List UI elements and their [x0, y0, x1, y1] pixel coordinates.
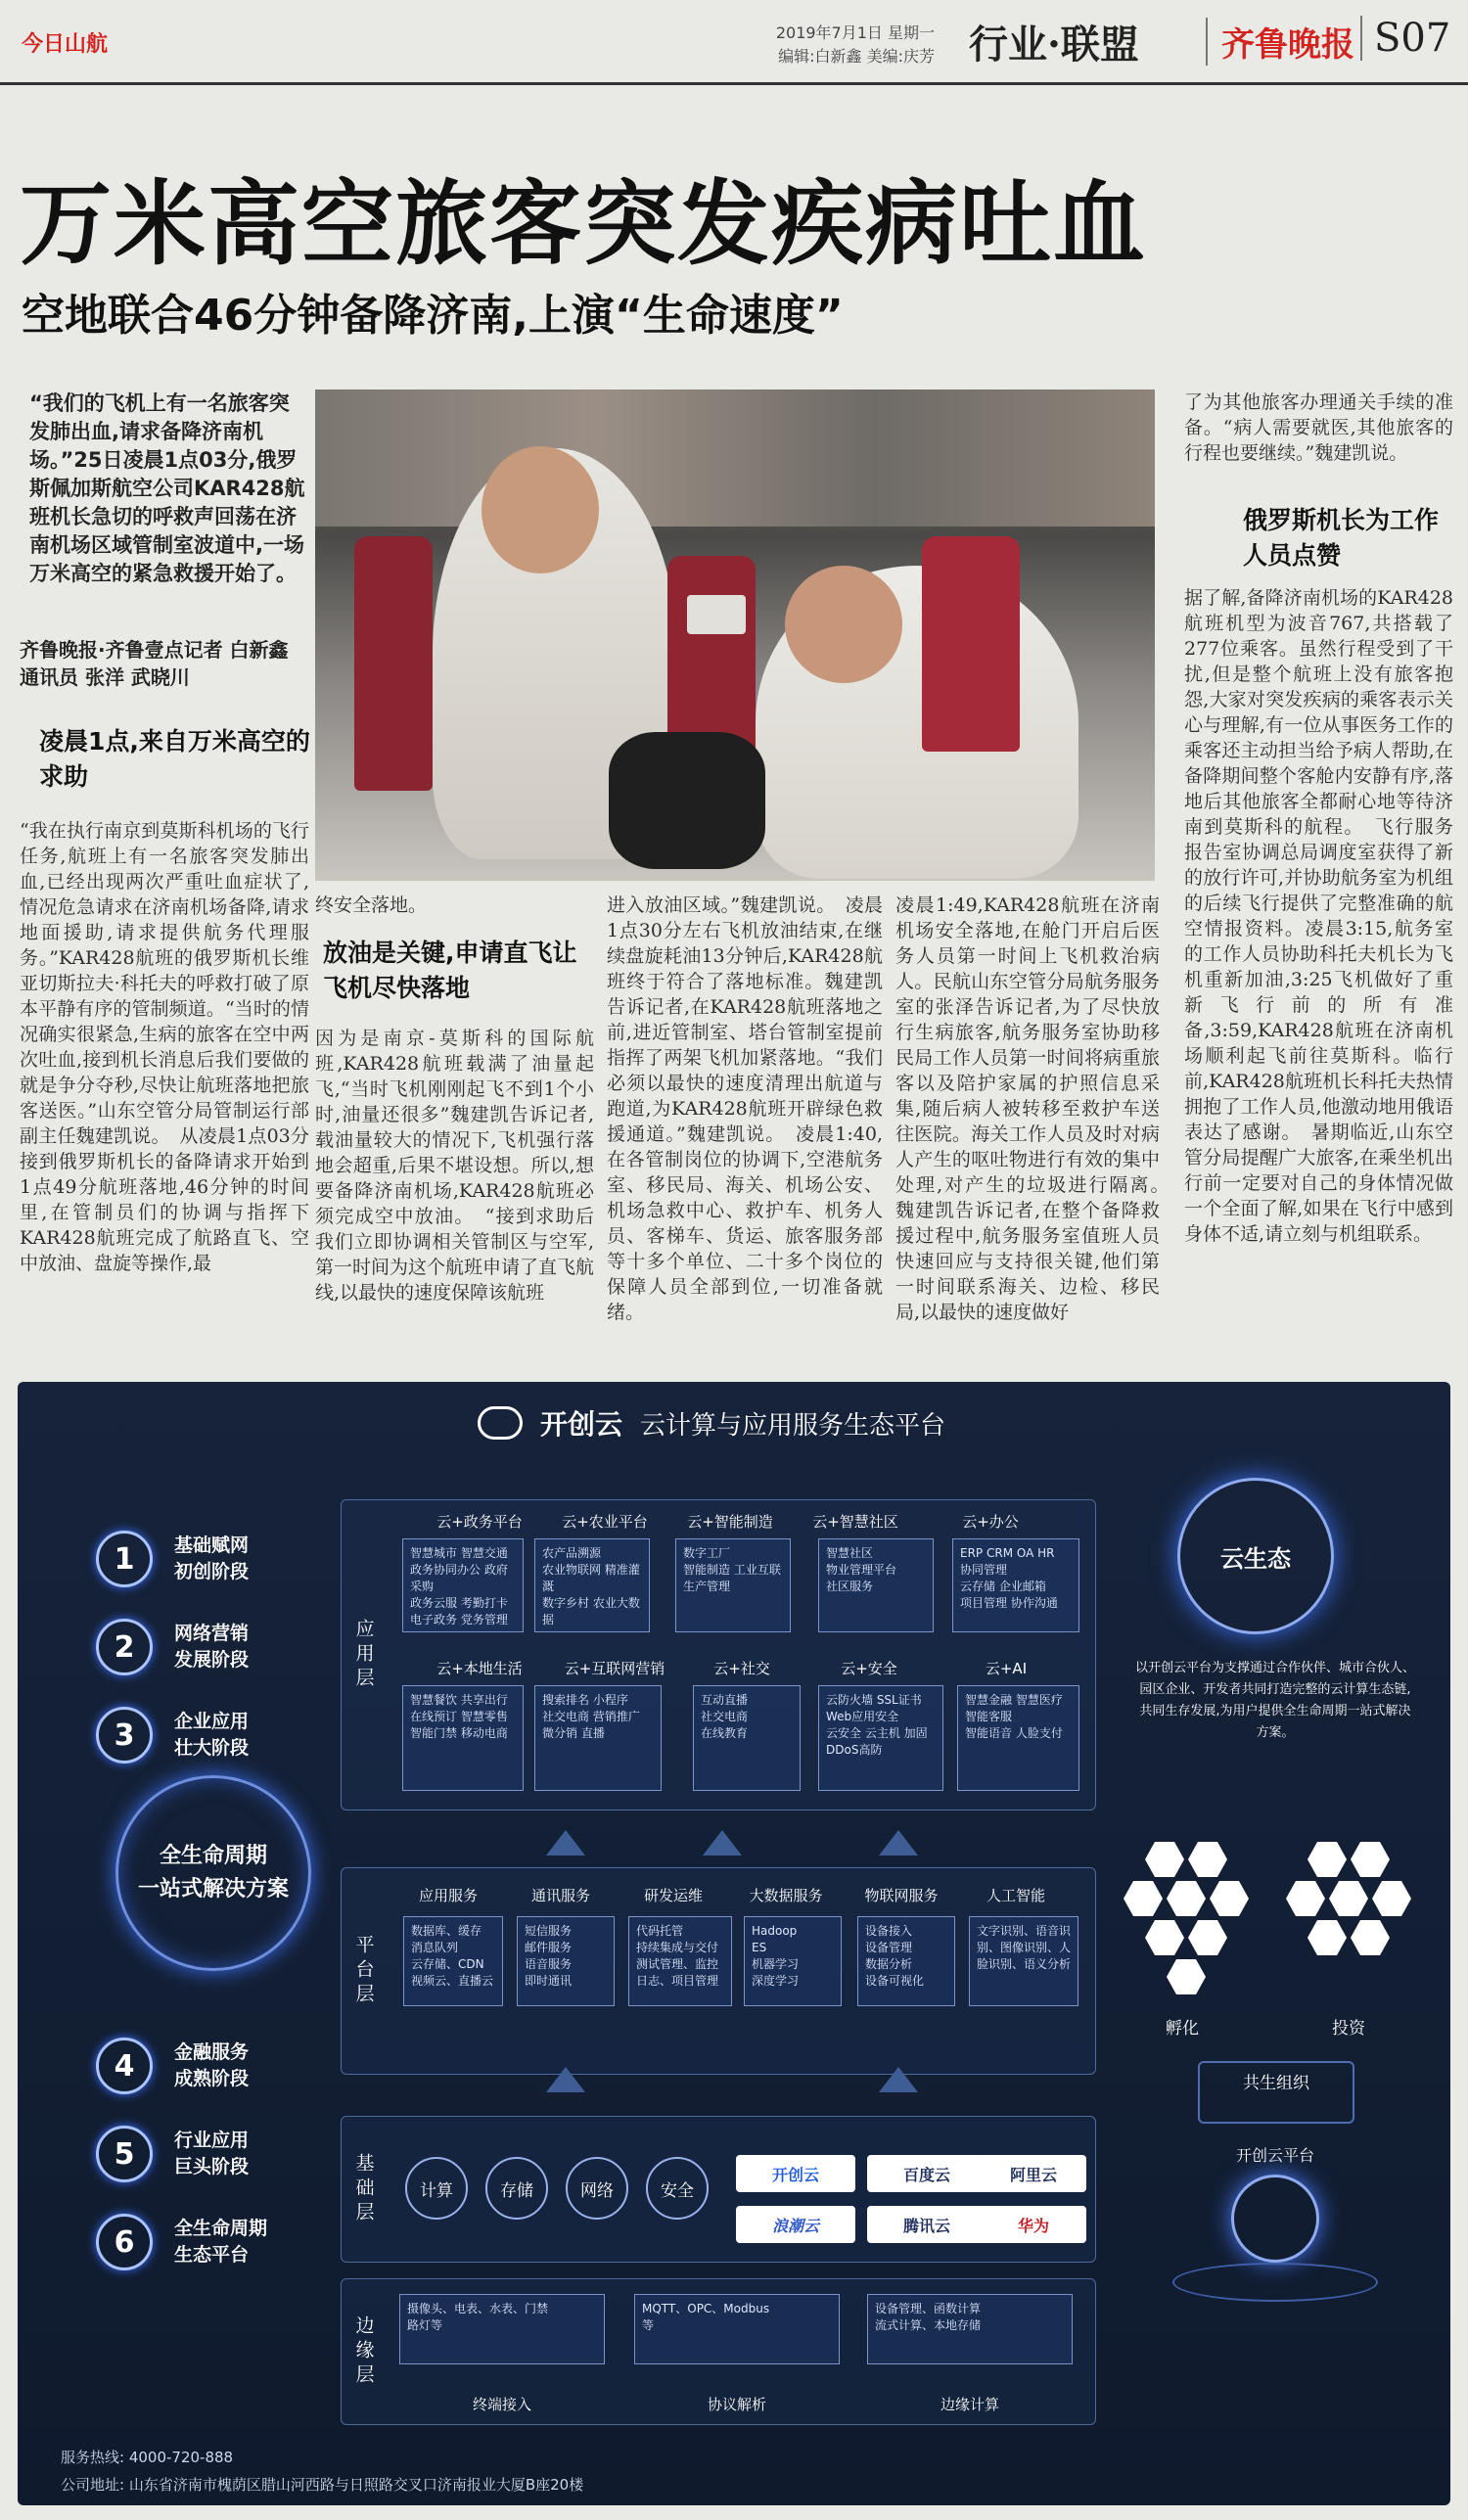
partner-hex-icon — [1124, 1879, 1163, 1918]
company-address: 公司地址: 山东省济南市槐荫区腊山河西路与日照路交叉口济南报业大厦B座20楼 — [61, 2476, 584, 2494]
crew-head-right — [785, 566, 902, 683]
ad-brand: 开创云 — [540, 1408, 623, 1441]
edge-category: 边缘计算 — [940, 2396, 999, 2413]
ecosystem-circle: 云生态 — [1177, 1478, 1334, 1634]
stage-subtitle: 初创阶段 — [174, 1561, 250, 1582]
article-byline: 齐鲁晚报·齐鲁壹点记者 白新鑫 通讯员 张洋 武晓川 — [20, 638, 289, 689]
app-category: 云+政务平台 — [436, 1513, 523, 1531]
newspaper-header — [0, 0, 1468, 78]
platform-box: 设备接入 设备管理 数据分析 设备可视化 — [857, 1916, 955, 2006]
article-title: 万米高空旅客突发疾病吐血 — [20, 171, 1148, 278]
stage-5 — [96, 2126, 249, 2182]
article-col-5: 据了解,备降济南机场的KAR428航班机型为波音767,共搭载了277位乘客。虽然行程受到了干扰,但是整个航班上没有旅客抱怨,大家对突发疾病的乘客表示关心与理解,有一位从事医务工作的乘客还主动担当给予病人帮助,在备降期间整个客舱内安静有序,落地后其他旅客全都耐心地等待济南到莫斯科的航程。 飞行服务报告室协调总局调度室获得了新的放行许可,并协助航务室为机组的后续飞行提供了完整准确的航空情报资料。凌晨3:15,航务室的工作人员协助科托夫机长为飞机重新加油,3:25飞机做好了重新飞行前的所有准备,3:59,KAR428航班在济南机场顺利起飞前往莫斯科。临行前,KAR428航班机长科托夫热情拥抱了工作人员,他激动地用俄语表达了感谢。 暑期临近,山东空管分局提醒广大旅客,在乘坐机出行前一定要对自己的身体情况做一个全面了解,如果在飞行中感到身体不适,请立刻与机组联系。 — [1184, 587, 1453, 1245]
stage-subtitle: 壮大阶段 — [174, 1737, 250, 1759]
platform-category: 通讯服务 — [530, 1887, 590, 1904]
article-col-3: 进入放油区域。”魏建凯说。 凌晨1点30分左右飞机放油结束,在继续盘旋耗油13分钟后,KAR428航班终于符合了落地标准。魏建凯告诉记者,在KAR428航班落地之前,进近管制室、塔台管制室提前指挥了两架飞机加紧落地。“我们必须以最快的速度清理出航道与跑道,为KAR428航班开辟绿色救援通道。”魏建凯说。 凌晨1:40,在各管制岗位的协调下,空港航务室、移民局、海关、机场公安、机场急救中心、救护车、机务人员、客梯车、货运、旅客服务部等十多个单位、二十多个岗位的保障人员全部到位,一切准备就绪。 — [607, 894, 883, 1323]
base-network: 网络 — [566, 2157, 628, 2220]
stage-number: 3 — [96, 1707, 153, 1764]
app-box: 云防火墙 SSL证书 Web应用安全 云安全 云主机 加固 DDoS高防 — [818, 1685, 943, 1791]
app-box: 互动直播 社交电商 在线教育 — [693, 1685, 801, 1791]
article-col-2: 因为是南京-莫斯科的国际航班,KAR428航班载满了油量起飞,“当时飞机刚刚起飞不到1个小时,油量还很多”魏建凯告诉记者,载油量较大的情况下,飞机强行落地会超重,后果不堪设想。所以,想要备降济南机场,KAR428航班必须完成空中放油。 “接到求助后我们立即协调相关管制区与空军,第一时间为这个航班申请了直飞航线,以最快的速度保障该航班 — [315, 1028, 595, 1304]
edge-box: MQTT、OPC、Modbus 等 — [634, 2294, 840, 2364]
lifecycle-line-1: 全生命周期 — [159, 1844, 267, 1868]
app-box: 智慧餐饮 共享出行 在线预订 智慧零售 智能门禁 移动电商 — [402, 1685, 524, 1791]
edge-category: 协议解析 — [707, 2396, 766, 2413]
partner-hex-icon — [1167, 1957, 1206, 1996]
partner-hex-icon — [1167, 1879, 1206, 1918]
partner-hex-icon — [1145, 1918, 1184, 1957]
partner-logo: 阿里云 — [981, 2155, 1086, 2192]
article-col-2a: 终安全落地。 — [315, 894, 428, 916]
platform-glow-icon — [1231, 2175, 1319, 2263]
lifecycle-line-2: 一站式解决方案 — [137, 1877, 289, 1901]
stage-title: 行业应用 — [174, 2130, 250, 2151]
partner-logo: 开创云 — [736, 2155, 855, 2192]
stage-number: 4 — [96, 2038, 153, 2094]
stage-title: 金融服务 — [174, 2041, 250, 2063]
subheading-2: 放油是关键,申请直飞让飞机尽快落地 — [323, 939, 577, 1002]
layer-label: 应用层 — [352, 1618, 375, 1692]
app-category: 云+AI — [985, 1660, 1028, 1677]
newspaper-logo: 齐鲁晚报 — [1206, 18, 1354, 66]
edge-category: 终端接入 — [472, 2396, 531, 2413]
investor-hex-icon — [1329, 1879, 1368, 1918]
page-number: S07 — [1360, 16, 1450, 61]
subheading-3: 俄罗斯机长为工作人员点赞 — [1243, 506, 1440, 570]
editors: 编辑:白新鑫 美编:庆芳 — [778, 47, 935, 66]
partner-logo: 腾讯云 — [867, 2206, 986, 2243]
stage-number: 2 — [96, 1619, 153, 1675]
kaichuang-cloud-ad — [18, 1382, 1450, 2505]
partner-logo: 百度云 — [867, 2155, 986, 2192]
article-col-4: 凌晨1:49,KAR428航班在济南机场安全落地,在舱门开启后医务人员第一时间上飞机救治病人。民航山东空管分局航务服务室的张泽告诉记者,为了尽快放行生病旅客,航务服务室协助移民局工作人员第一时间将病重旅客以及陪护家属的护照信息采集,随后病人被转移至救护车送往医院。海关工作人员及时对病人产生的呕吐物进行有效的集中处理,对产生的垃圾进行隔离。 魏建凯告诉记者,在整个备降救援过程中,航务服务室值班人员快速回应与支持很关键,他们第一时间联系海关、边检、移民局,以最快的速度做好 — [895, 894, 1179, 1323]
cabin-photo — [315, 389, 1155, 881]
passengers-background — [315, 389, 1155, 527]
ad-slogan: 云计算与应用服务生态平台 — [640, 1410, 946, 1441]
app-category: 云+智能制造 — [687, 1513, 773, 1531]
issue-date: 2019年7月1日 星期一 — [775, 23, 935, 42]
app-category: 云+互联网营销 — [564, 1660, 665, 1677]
article-subtitle: 空地联合46分钟备降济南,上演“生命速度” — [22, 291, 844, 341]
platform-category: 应用服务 — [418, 1887, 478, 1904]
lifecycle-circle — [115, 1775, 311, 1971]
platform-base-ring — [1172, 2263, 1378, 2302]
platform-category: 研发运维 — [643, 1887, 703, 1904]
app-box: 搜索排名 小程序 社交电商 营销推广 微分销 直播 — [534, 1685, 662, 1791]
stage-3 — [96, 1707, 249, 1764]
investor-hex-icon — [1372, 1879, 1411, 1918]
seat-2 — [922, 536, 1020, 752]
platform-box: 文字识别、语音识别、图像识别、人脸识别、语义分析 — [969, 1916, 1078, 2006]
layer-label: 边缘层 — [352, 2314, 375, 2389]
stage-subtitle: 生态平台 — [174, 2244, 250, 2266]
investor-hex-icon — [1351, 1840, 1390, 1879]
platform-category: 大数据服务 — [749, 1887, 823, 1904]
arrow-up-icon — [879, 2067, 918, 2092]
partner-hex-icon — [1188, 1918, 1227, 1957]
app-category: 云+智慧社区 — [812, 1513, 898, 1531]
stage-title: 企业应用 — [174, 1711, 250, 1732]
edge-box: 设备管理、函数计算 流式计算、本地存储 — [867, 2294, 1073, 2364]
stage-number: 6 — [96, 2214, 153, 2270]
app-category: 云+本地生活 — [436, 1660, 523, 1677]
platform-box: 数据库、缓存 消息队列 云存储、CDN 视频云、直播云 — [403, 1916, 503, 2006]
stage-1 — [96, 1531, 249, 1587]
invest-label: 投资 — [1332, 2019, 1365, 2039]
layer-label: 平台层 — [352, 1934, 375, 2008]
partner-hex-icon — [1188, 1840, 1227, 1879]
header-rule — [0, 82, 1468, 85]
subheading-1: 凌晨1点,来自万米高空的求助 — [39, 727, 310, 791]
app-box: ERP CRM OA HR 协同管理 云存储 企业邮箱 项目管理 协作沟通 — [952, 1538, 1079, 1632]
service-hotline: 服务热线: 4000-720-888 — [61, 2449, 234, 2466]
platform-category: 人工智能 — [986, 1887, 1045, 1904]
stage-subtitle: 成熟阶段 — [174, 2068, 250, 2089]
stage-6 — [96, 2214, 267, 2270]
stage-title: 网络营销 — [174, 1623, 250, 1644]
platform-box: Hadoop ES 机器学习 深度学习 — [744, 1916, 842, 2006]
ecosystem-description: 以开创云平台为支撑通过合作伙伴、城市合伙人、园区企业、开发者共同打造完整的云计算生态链,共同生存发展,为用户提供全生命周期一站式解决方案。 — [1134, 1661, 1415, 1740]
issue-meta — [776, 22, 935, 69]
article-col-5a: 了为其他旅客办理通关手续的准备。“病人需要就医,其他旅客的行程也要继续。”魏建凯说。 — [1184, 391, 1453, 464]
investor-hex-icon — [1307, 1918, 1347, 1957]
app-box: 智慧城市 智慧交通 政务协同办公 政府采购 政务云服 考勤打卡 电子政务 党务管理 — [402, 1538, 524, 1632]
app-box: 智慧金融 智慧医疗 智能客服 智能语音 人脸支付 — [957, 1685, 1079, 1791]
article-col-1: “我在执行南京到莫斯科机场的飞行任务,航班上有一名旅客突发肺出血,已经出现两次严重吐血症状了,情况危急请求在济南机场备降,请求地面援助,请求提供航务代理服务。”KAR428航班的俄罗斯机长维亚切斯拉夫·科托夫的呼救打破了原本平静有序的管制频道。“当时的情况确实很紧急,生病的旅客在空中两次吐血,接到机长消息后我们要做的就是争分夺秒,尽快让航班落地把旅客送医。”山东空管分局管制运行部副主任魏建凯说。 从凌晨1点03分接到俄罗斯机长的备降请求开始到1点49分航班落地,46分钟的时间里,在管制员们的协调与指挥下KAR428航班完成了航路直飞、空中放油、盘旋等操作,最 — [20, 820, 309, 1274]
arrow-up-icon — [546, 2067, 585, 2092]
section-label: 今日山航 — [22, 32, 109, 57]
base-security: 安全 — [646, 2157, 709, 2220]
stage-4 — [96, 2038, 249, 2094]
app-box: 智慧社区 物业管理平台 社区服务 — [818, 1538, 934, 1632]
column-name: 行业·联盟 — [969, 22, 1139, 68]
platform-box: 代码托管 持续集成与交付 测试管理、监控 日志、项目管理 — [628, 1916, 732, 2006]
ad-title — [478, 1403, 945, 1443]
platform-label: 开创云平台 — [1235, 2146, 1314, 2165]
incubate-label: 孵化 — [1166, 2019, 1199, 2039]
symbiosis-box: 共生组织 — [1198, 2061, 1354, 2124]
investor-hex-icon — [1351, 1918, 1390, 1957]
layer-label: 基础层 — [352, 2152, 375, 2226]
seat-headrest-cover — [687, 595, 746, 634]
platform-box: 短信服务 邮件服务 语音服务 即时通讯 — [517, 1916, 615, 2006]
stage-number: 5 — [96, 2126, 153, 2182]
cloud-logo-icon — [478, 1406, 523, 1440]
app-category: 云+社交 — [713, 1660, 770, 1677]
app-category: 云+安全 — [841, 1660, 897, 1677]
base-storage: 存储 — [485, 2157, 548, 2220]
stage-title: 全生命周期 — [174, 2218, 268, 2239]
edge-box: 摄像头、电表、水表、门禁 路灯等 — [399, 2294, 605, 2364]
article-lead: “我们的飞机上有一名旅客突发肺出血,请求备降济南机场。”25日凌晨1点03分,俄罗斯佩加斯航空公司KAR428航班机长急切的呼救声回荡在济南机场区域管制室波道中,一场万米高空的紧急救援开始了。 — [29, 391, 305, 585]
partner-logo: 浪潮云 — [736, 2206, 855, 2243]
stage-title: 基础赋网 — [174, 1535, 250, 1556]
app-category: 云+农业平台 — [562, 1513, 648, 1531]
arrow-up-icon — [879, 1830, 918, 1856]
arrow-up-icon — [546, 1830, 585, 1856]
platform-category: 物联网服务 — [864, 1887, 939, 1904]
trash-bag — [609, 732, 765, 869]
seat-3 — [354, 536, 433, 791]
stage-subtitle: 巨头阶段 — [174, 2156, 250, 2177]
app-box: 数字工厂 智能制造 工业互联 生产管理 — [675, 1538, 791, 1632]
stage-2 — [96, 1619, 249, 1675]
app-box: 农产品溯源 农业物联网 精准灌溉 数字乡村 农业大数据 — [534, 1538, 650, 1632]
partner-logo: 华为 — [981, 2206, 1086, 2243]
arrow-up-icon — [703, 1830, 742, 1856]
app-category: 云+办公 — [962, 1513, 1019, 1531]
base-compute: 计算 — [405, 2157, 468, 2220]
stage-number: 1 — [96, 1531, 153, 1587]
investor-hex-icon — [1307, 1840, 1347, 1879]
investor-hex-icon — [1286, 1879, 1325, 1918]
partner-hex-icon — [1145, 1840, 1184, 1879]
partner-hex-icon — [1210, 1879, 1249, 1918]
crew-head-left — [482, 446, 599, 573]
stage-subtitle: 发展阶段 — [174, 1649, 250, 1671]
